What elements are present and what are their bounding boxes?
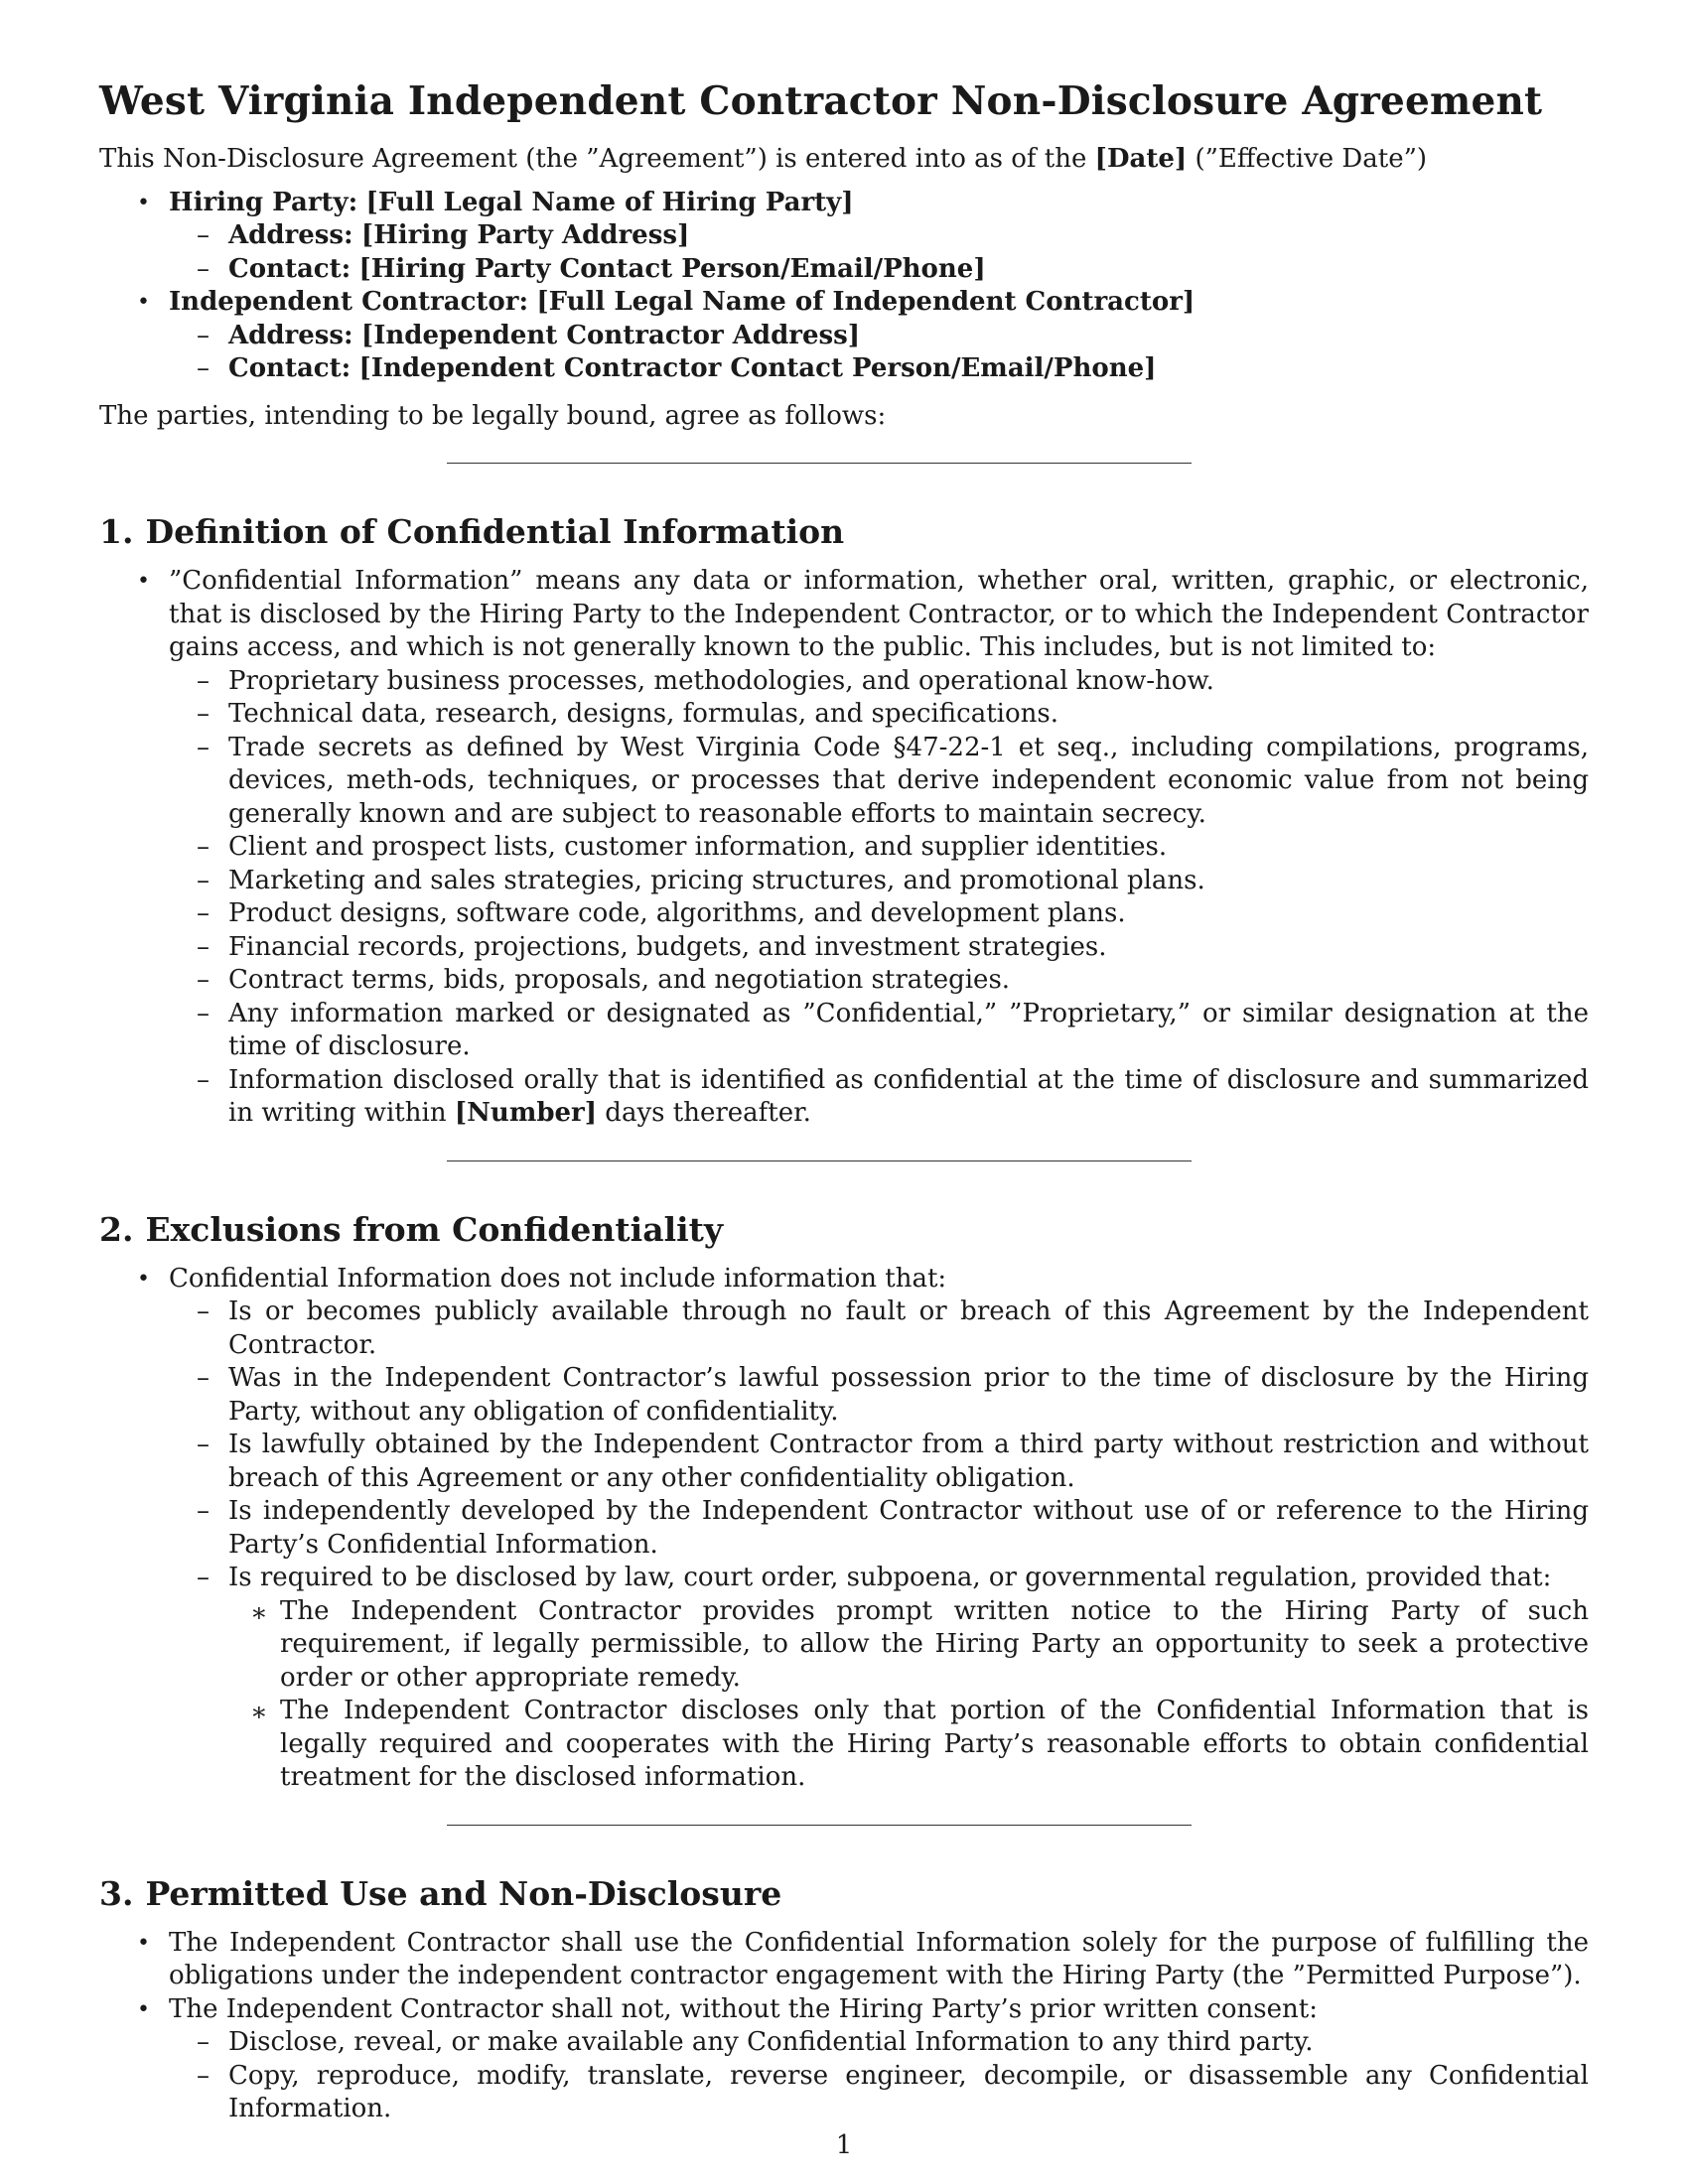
- party-address: [169, 320, 1589, 353]
- dash-marker: –: [197, 220, 210, 250]
- closing-paragraph: The parties, intending to be legally bound, agree as follows:: [99, 400, 887, 431]
- bullet-marker: •: [137, 1930, 150, 1956]
- field-label: Contact:: [228, 353, 352, 383]
- dash-marker: –: [197, 320, 210, 350]
- list-item: [99, 565, 1589, 1131]
- item-text: Is required to be disclosed by law, court order, subpoena, or governmental regulation, provided that:: [228, 1563, 1552, 1592]
- section-1: [99, 511, 1589, 1131]
- dash-marker: –: [197, 931, 210, 962]
- number-placeholder: [Number]: [454, 1098, 598, 1128]
- dash-marker: –: [197, 353, 210, 383]
- horizontal-rule: [447, 1160, 1192, 1161]
- dash-marker: –: [197, 732, 210, 762]
- star-marker: ∗: [250, 1597, 268, 1628]
- section-title: Permitted Use and Non-Disclosure: [145, 1873, 782, 1913]
- item-text: Client and prospect lists, customer information, and supplier identities.: [228, 832, 1168, 862]
- date-placeholder: [Date]: [1094, 144, 1188, 174]
- dash-marker: –: [197, 2027, 210, 2057]
- item-text: Financial records, projections, budgets, and investment strategies.: [228, 931, 1107, 962]
- parties-list: [99, 187, 1589, 386]
- item-text: Copy, reproduce, modify, translate, reverse engineer, decompile, or disassemble any Confidential Information.: [228, 2060, 1589, 2123]
- horizontal-rule: [447, 463, 1192, 464]
- section-title: Exclusions from Confidentiality: [145, 1209, 724, 1249]
- document-title: West Virginia Independent Contractor Non-Disclosure Agreement: [99, 78, 1543, 124]
- party-name: [Full Legal Name of Hiring Party]: [365, 187, 854, 217]
- section-3: [99, 1873, 1589, 2126]
- field-label: Address:: [228, 320, 353, 350]
- item-text: Was in the Independent Contractor’s lawful possession prior to the time of disclosure by the Hiring Party, without any obligation of confidentiality.: [228, 1363, 1589, 1427]
- item-text: Trade secrets as defined by West Virginia Code §47-22-1 et seq., including compilations, programs, devices, meth-ods, techniques, or processes that derive independent economic value from not being generally known and are subject to reasonable efforts to maintain secrecy.: [228, 732, 1589, 829]
- section-heading: [99, 1873, 1589, 1915]
- field-value: [Hiring Party Address]: [360, 220, 690, 250]
- item-text-end: days thereafter.: [597, 1098, 811, 1128]
- item-text: Contract terms, bids, proposals, and negotiation strategies.: [228, 965, 1011, 995]
- bullet-marker: •: [137, 190, 150, 215]
- item-text: Is or becomes publicly available through no fault or breach of this Agreement by the Independent Contractor.: [228, 1297, 1589, 1360]
- list-item: [169, 698, 1589, 732]
- list-item: [169, 1562, 1589, 1795]
- dash-marker: –: [197, 898, 210, 928]
- list-item: [169, 998, 1589, 1064]
- item-text: Any information marked or designated as ”Confidential,” ”Proprietary,” or similar designation at the time of disclosure.: [228, 998, 1589, 1061]
- dash-marker: –: [197, 1363, 210, 1393]
- section-title: Definition of Confidential Information: [145, 512, 845, 551]
- party-hiring: [99, 187, 1589, 287]
- item-text: The Independent Contractor shall not, without the Hiring Party’s prior written consent:: [169, 1993, 1318, 2024]
- item-text: Marketing and sales strategies, pricing structures, and promotional plans.: [228, 865, 1205, 895]
- list-item: [228, 1595, 1589, 1696]
- dash-marker: –: [197, 1496, 210, 1526]
- dash-marker: –: [197, 865, 210, 895]
- section-number: 2.: [99, 1209, 134, 1249]
- dash-marker: –: [197, 665, 210, 696]
- bullet-marker: •: [137, 1996, 150, 2022]
- intro-text: This Non-Disclosure Agreement (the ”Agreement”) is entered into as of the: [99, 144, 1095, 174]
- list-item: [169, 732, 1589, 832]
- list-item: [169, 897, 1589, 931]
- list-item: [169, 865, 1589, 898]
- item-text: ”Confidential Information” means any data or information, whether oral, written, graphic, or electronic, that is disclosed by the Hiring Party to the Independent Contractor, or to which the Independent Contractor gains access, and which is not generally known to the public. This includes, but is not limited to:: [169, 566, 1589, 662]
- dash-marker: –: [197, 2060, 210, 2091]
- section-heading: [99, 1209, 1589, 1251]
- dash-marker: –: [197, 1297, 210, 1326]
- field-value: [Independent Contractor Contact Person/Email/Phone]: [358, 353, 1157, 383]
- item-text: Technical data, research, designs, formulas, and specifications.: [228, 699, 1058, 729]
- list-item: [169, 2026, 1589, 2060]
- list-item: [169, 931, 1589, 965]
- item-text: Confidential Information does not include information that:: [169, 1263, 947, 1294]
- intro-paragraph: [99, 143, 1589, 177]
- party-name: [Full Legal Name of Independent Contractor]: [536, 287, 1196, 317]
- dash-marker: –: [197, 699, 210, 729]
- section-number: 3.: [99, 1873, 134, 1913]
- list-item: [169, 831, 1589, 865]
- dash-marker: –: [197, 998, 210, 1028]
- document-page: [99, 77, 1589, 2126]
- bullet-marker: •: [137, 569, 150, 594]
- list-item: [169, 1362, 1589, 1429]
- dash-marker: –: [197, 253, 210, 284]
- dash-marker: –: [197, 832, 210, 862]
- field-value: [Hiring Party Contact Person/Email/Phone]: [358, 253, 986, 284]
- item-text: Information disclosed orally that is identified as confidential at the time of disclosure and summarized in writing within: [228, 1064, 1589, 1128]
- party-contact: [169, 352, 1589, 386]
- party-contact: [169, 253, 1589, 287]
- list-item: [99, 1927, 1589, 1993]
- list-item: [99, 1263, 1589, 1795]
- party-label: Hiring Party:: [169, 187, 358, 217]
- item-text: The Independent Contractor discloses only that portion of the Confidential Information that is legally required and cooperates with the Hiring Party’s reasonable efforts to obtain confidential treatment for the disclosed information.: [280, 1696, 1589, 1792]
- list-item: [169, 1296, 1589, 1362]
- item-text: The Independent Contractor provides prompt written notice to the Hiring Party of such requirement, if legally permissible, to allow the Hiring Party an opportunity to seek a protective order or other appropriate remedy.: [280, 1595, 1589, 1693]
- field-label: Contact:: [228, 253, 352, 284]
- list-item: [169, 2060, 1589, 2126]
- dash-marker: –: [197, 1430, 210, 1459]
- list-item: [228, 1695, 1589, 1795]
- dash-marker: –: [197, 1563, 210, 1592]
- section-number: 1.: [99, 512, 134, 551]
- item-text: The Independent Contractor shall use the Confidential Information solely for the purpose of fulfilling the obligations under the independent contractor engagement with the Hiring Party (the ”Permitted Purpose”).: [169, 1927, 1589, 1990]
- item-text: Proprietary business processes, methodologies, and operational know-how.: [228, 665, 1214, 696]
- section-2: [99, 1209, 1589, 1795]
- item-text: Product designs, software code, algorithms, and development plans.: [228, 898, 1126, 928]
- horizontal-rule: [447, 1825, 1192, 1826]
- item-text: Is lawfully obtained by the Independent Contractor from a third party without restriction and without breach of this Agreement or any other confidentiality obligation.: [228, 1430, 1589, 1493]
- list-item: [169, 1064, 1589, 1131]
- field-label: Address:: [228, 220, 353, 250]
- party-address: [169, 219, 1589, 253]
- list-item: [169, 1429, 1589, 1495]
- item-text: Is independently developed by the Independent Contractor without use of or reference to the Hiring Party’s Confidential Information.: [228, 1496, 1589, 1560]
- party-label: Independent Contractor:: [169, 287, 529, 317]
- section-heading: [99, 511, 1589, 553]
- page-number: 1: [835, 2130, 853, 2160]
- bullet-marker: •: [137, 1266, 150, 1292]
- field-value: [Independent Contractor Address]: [360, 320, 861, 350]
- list-item: [169, 665, 1589, 699]
- dash-marker: –: [197, 1064, 210, 1095]
- star-marker: ∗: [250, 1698, 268, 1727]
- list-item: [169, 964, 1589, 998]
- list-item: [169, 1495, 1589, 1562]
- party-contractor: [99, 286, 1589, 386]
- dash-marker: –: [197, 965, 210, 995]
- list-item: [99, 1993, 1589, 2126]
- intro-text-end: (”Effective Date”): [1187, 144, 1428, 174]
- bullet-marker: •: [137, 290, 150, 315]
- item-text: Disclose, reveal, or make available any Confidential Information to any third party.: [228, 2027, 1314, 2057]
